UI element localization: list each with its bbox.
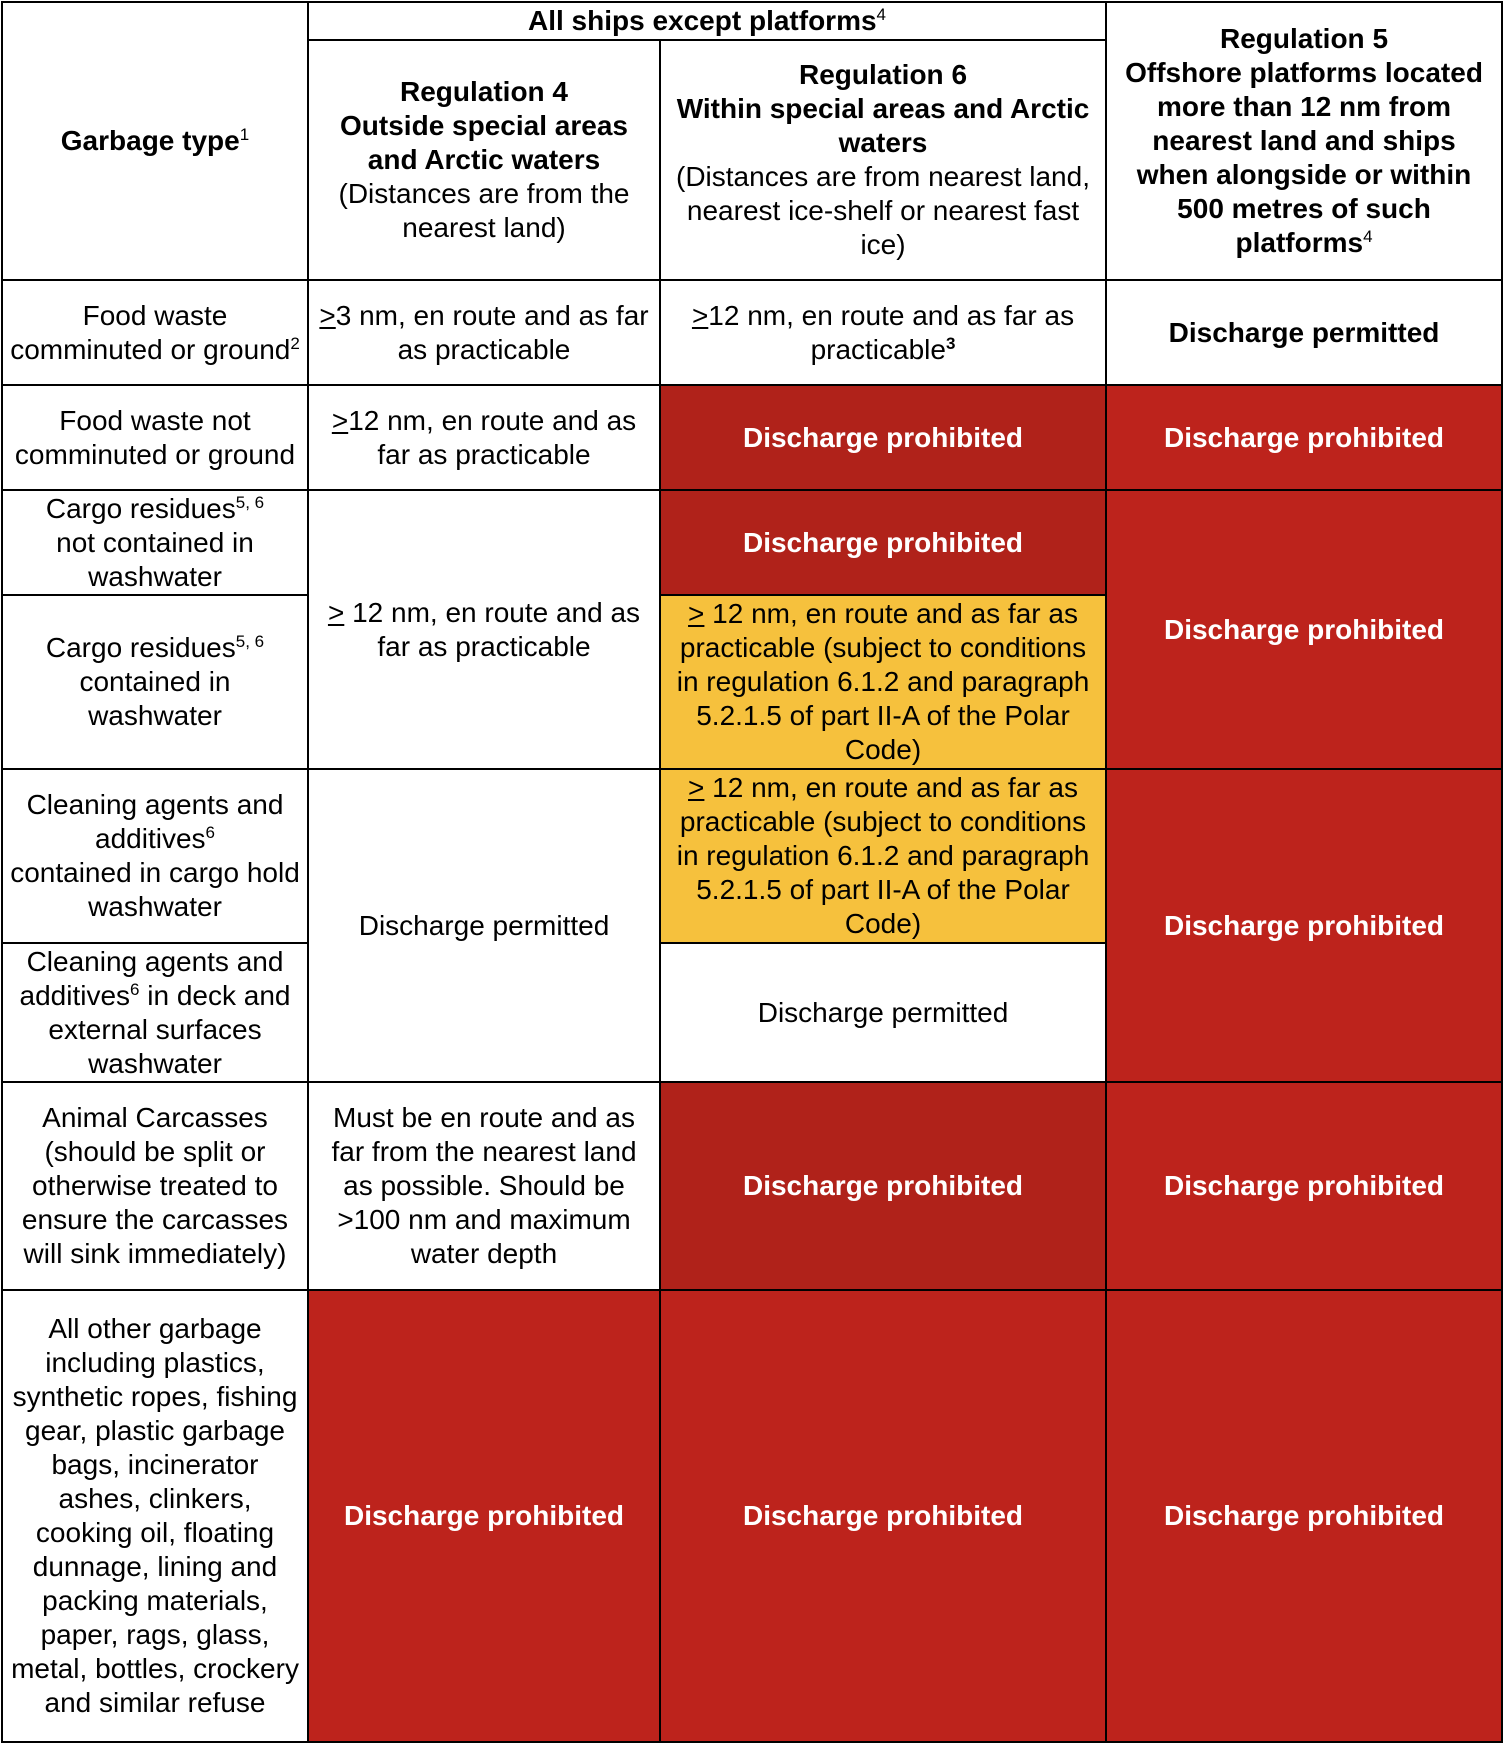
table-row-cleaning-hold [2, 769, 1502, 943]
table-row-animal-carcasses [2, 1082, 1502, 1290]
cell-type-food-not-comminuted: Food waste not comminuted or ground [2, 385, 308, 490]
cell-reg6-cleaning-hold: > 12 nm, en route and as far as practicable (subject to conditions in regulation 6.1.2 and paragraph 5.2.1.5 of part II-A of the Polar Code) [660, 769, 1106, 943]
cell-type-animal-carcasses: Animal Carcasses (should be split or otherwise treated to ensure the carcasses will sink immediately) [2, 1082, 308, 1290]
cell-type-cleaning-hold: Cleaning agents and additives$^6$ contained in cargo hold washwater [2, 769, 308, 943]
cell-reg6-cleaning-deck: Discharge permitted [660, 943, 1106, 1082]
cell-reg4-food-not-comminuted: >12 nm, en route and as far as practicable [308, 385, 660, 490]
cell-reg5-food-comminuted: Discharge permitted [1106, 280, 1502, 385]
cell-reg6-animal-carcasses: Discharge prohibited [660, 1082, 1106, 1290]
header-regulation-6: Regulation 6 Within special areas and Arctic waters (Distances are from nearest land, nearest ice-shelf or nearest fast ice) [660, 40, 1106, 280]
cell-type-all-other-garbage: All other garbage including plastics, synthetic ropes, fishing gear, plastic garbage bags, incinerator ashes, clinkers, cooking oil, floating dunnage, lining and packing materials, paper, rags, glass, metal, bottles, crockery and similar refuse [2, 1290, 308, 1742]
header-row-1 [2, 2, 1502, 40]
cell-reg5-all-other-garbage: Discharge prohibited [1106, 1290, 1502, 1742]
cell-reg4-cleaning: Discharge permitted [308, 769, 660, 1082]
table-row-food-not-comminuted [2, 385, 1502, 490]
cell-reg6-food-not-comminuted: Discharge prohibited [660, 385, 1106, 490]
table-row-food-comminuted [2, 280, 1502, 385]
table-row-all-other-garbage [2, 1290, 1502, 1742]
header-all-ships: All ships except platforms$^4$ [308, 2, 1106, 40]
cell-reg6-all-other-garbage: Discharge prohibited [660, 1290, 1106, 1742]
cell-type-food-comminuted: Food waste comminuted or ground$^2$ [2, 280, 308, 385]
cell-reg4-all-other-garbage: Discharge prohibited [308, 1290, 660, 1742]
garbage-discharge-table [1, 1, 1503, 1743]
header-garbage-type: Garbage type$^1$ [2, 2, 308, 280]
table-row-cargo-not-washwater [2, 490, 1502, 595]
cell-reg5-animal-carcasses: Discharge prohibited [1106, 1082, 1502, 1290]
cell-reg4-animal-carcasses: Must be en route and as far from the nearest land as possible. Should be >100 nm and maximum water depth [308, 1082, 660, 1290]
cell-reg6-cargo-washwater: > 12 nm, en route and as far as practicable (subject to conditions in regulation 6.1.2 and paragraph 5.2.1.5 of part II-A of the Polar Code) [660, 595, 1106, 769]
cell-reg5-cleaning: Discharge prohibited [1106, 769, 1502, 1082]
cell-reg5-food-not-comminuted: Discharge prohibited [1106, 385, 1502, 490]
cell-type-cleaning-deck: Cleaning agents and additives$^6$ in deck and external surfaces washwater [2, 943, 308, 1082]
cell-type-cargo-washwater: Cargo residues$^{5, 6}$ contained in washwater [2, 595, 308, 769]
cell-reg4-food-comminuted: >3 nm, en route and as far as practicable [308, 280, 660, 385]
cell-reg4-cargo: > 12 nm, en route and as far as practicable [308, 490, 660, 769]
cell-type-cargo-not-washwater: Cargo residues$^{5, 6}$ not contained in washwater [2, 490, 308, 595]
cell-reg6-food-comminuted: >12 nm, en route and as far as practicable$^3$ [660, 280, 1106, 385]
header-regulation-5: Regulation 5 Offshore platforms located more than 12 nm from nearest land and ships when alongside or within 500 metres of such platforms$^4$ [1106, 2, 1502, 280]
cell-reg5-cargo: Discharge prohibited [1106, 490, 1502, 769]
header-regulation-4: Regulation 4 Outside special areas and Arctic waters (Distances are from the nearest land) [308, 40, 660, 280]
cell-reg6-cargo-not-washwater: Discharge prohibited [660, 490, 1106, 595]
